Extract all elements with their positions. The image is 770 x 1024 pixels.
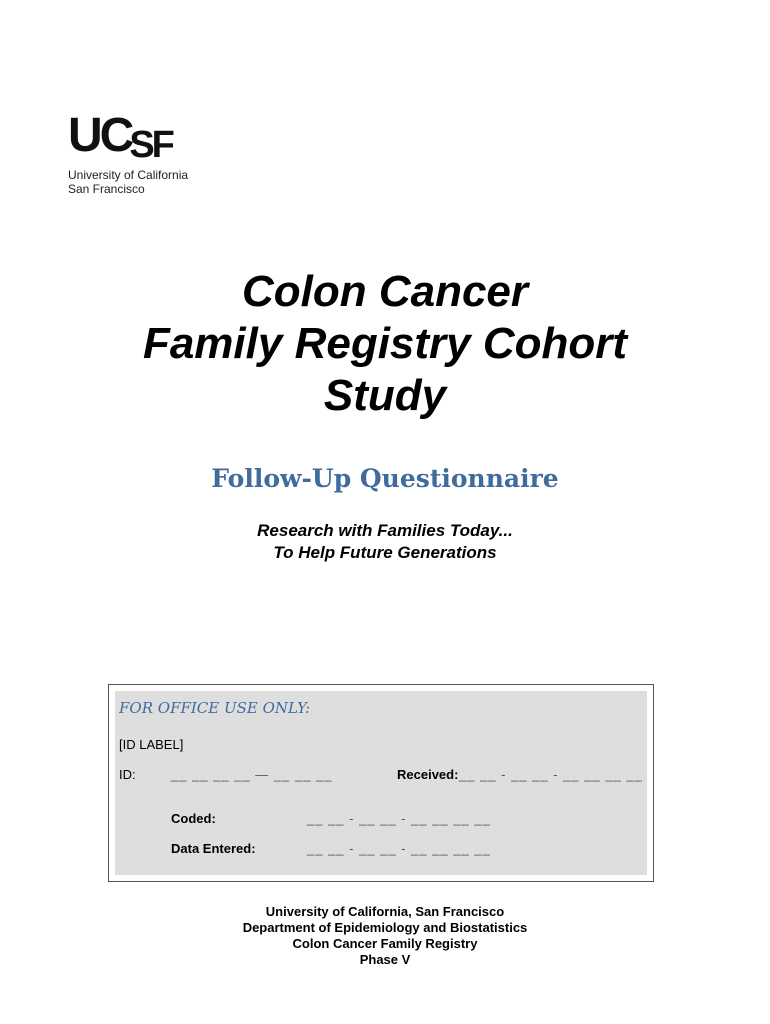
id-key: ID: [119, 767, 136, 782]
data-entered-key: Data Entered: [171, 841, 256, 856]
footer-line-4: Phase V [359, 952, 411, 967]
footer-line-2: Department of Epidemiology and Biostatistics [242, 920, 528, 935]
ucsf-logo [68, 109, 189, 196]
footer-line-3: Colon Cancer Family Registry [292, 936, 478, 951]
logo-mark-uc: UC [68, 109, 132, 162]
office-use-panel [115, 691, 647, 875]
document-footer [0, 904, 770, 968]
logo-line-1: University of California [68, 168, 189, 182]
document-subtitle: Follow-Up Questionnaire [211, 464, 559, 493]
coded-key: Coded: [171, 811, 216, 826]
data-entered-blank-field: __ __ - __ __ - __ __ __ __ [307, 841, 491, 856]
title-line-2: Family Registry Cohort [142, 319, 628, 368]
tagline-line-1: Research with Families Today... [257, 521, 513, 540]
logo-line-2: San Francisco [68, 182, 145, 196]
ucsf-logo-mark [68, 109, 188, 166]
id-label-placeholder: [ID LABEL] [119, 737, 184, 752]
footer-line-1: University of California, San Francisco [265, 904, 505, 919]
logo-institution-name [68, 168, 188, 196]
office-use-heading: FOR OFFICE USE ONLY: [119, 699, 311, 717]
received-blank-field: __ __ - __ __ - __ __ __ __ [459, 767, 643, 782]
tagline-line-2: To Help Future Generations [273, 543, 497, 562]
title-line-1: Colon Cancer [241, 267, 529, 316]
received-key: Received: [397, 767, 459, 782]
tagline [0, 520, 770, 564]
id-blank-field: __ __ __ __ — __ __ __ [171, 767, 333, 782]
document-title [0, 266, 770, 422]
coded-blank-field: __ __ - __ __ - __ __ __ __ [307, 811, 491, 826]
title-line-3: Study [323, 371, 447, 420]
office-use-box [108, 684, 654, 882]
logo-mark-sf: SF [129, 124, 172, 166]
